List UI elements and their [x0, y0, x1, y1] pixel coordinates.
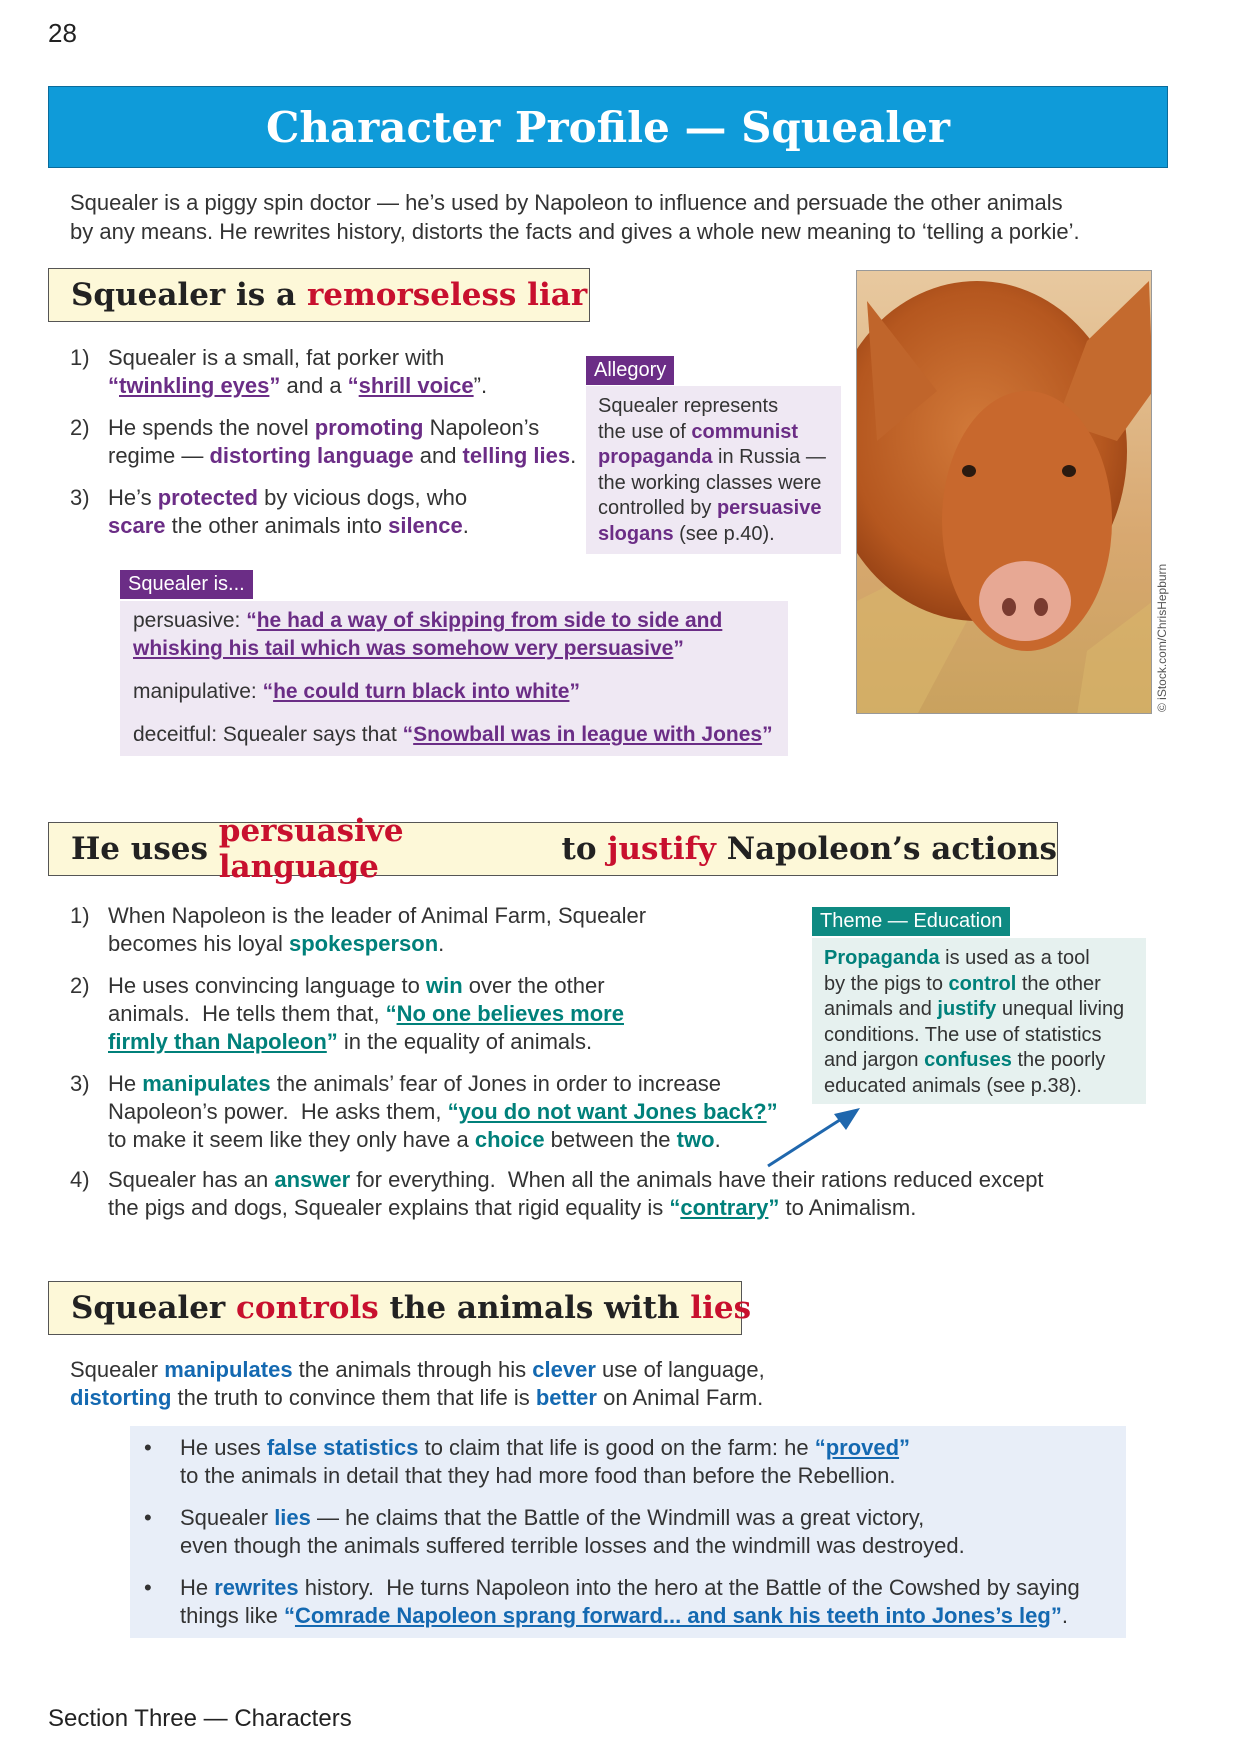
list-item: 2) He spends the novel promoting Napoleon’s regime — distorting language and telling lies.	[70, 415, 577, 468]
quote-link: shrill voice	[358, 373, 474, 398]
theme-box: Propaganda is used as a tool by the pigs to control the other animals and justify unequal living conditions. The use of statistics and jargon confuses the poorly educated animals (see p.38).	[812, 938, 1146, 1104]
section-heading-liar	[48, 268, 590, 322]
theme-tag: Theme — Education	[812, 907, 1010, 936]
section-heading-persuasive: He uses persuasive language to justify Napoleon’s actions	[48, 822, 1058, 876]
quote-link: contrary	[680, 1195, 769, 1220]
quote-link: you do not want Jones back?	[458, 1099, 767, 1124]
persuasive-points-list	[70, 902, 790, 1168]
quote-link: twinkling eyes	[119, 373, 270, 398]
list-item: 2) He uses convincing language to win over the other animals. He tells them that, “No one believes more firmly than Napoleon” in the equality of animals.	[70, 973, 624, 1054]
list-item: • Squealer lies — he claims that the Battle of the Windmill was a great victory, even though the animals suffered terrible losses and the windmill was destroyed.	[144, 1505, 965, 1558]
quote-link: Snowball was in league with Jones	[413, 723, 763, 746]
squealer-is-box: persuasive: “he had a way of skipping from side to side and whisking his tail which was somehow very persuasive” manipulative: “he could turn black into white” deceitful: Squealer says that “Snowball was in league with Jones”	[120, 601, 788, 756]
controls-bullets	[130, 1426, 1126, 1638]
controls-intro: Squealer manipulates the animals through his clever use of language, distorting the truth to convince them that life is better on Animal Farm.	[70, 1357, 765, 1410]
bullet-icon: •	[144, 1435, 152, 1460]
quote-link: firmly than Napoleon	[108, 1029, 327, 1054]
allegory-box: Squealer represents the use of communist propaganda in Russia — the working classes were controlled by persuasive slogans (see p.40).	[586, 386, 841, 554]
squealer-is-tag: Squealer is...	[120, 570, 253, 599]
quote-link: No one believes more	[396, 1001, 624, 1026]
intro-line: Squealer is a piggy spin doctor — he’s used by Napoleon to influence and persuade the other animals	[70, 190, 1063, 215]
intro-line: by any means. He rewrites history, distorts the facts and gives a whole new meaning to ‘telling a porkie’.	[70, 219, 1080, 244]
quote-link: he could turn black into white	[273, 680, 570, 703]
pig-illustration	[857, 271, 1152, 714]
photo-credit: © iStock.com/ChrisHepburn	[1155, 563, 1169, 712]
quote-link: proved	[825, 1435, 900, 1460]
intro-paragraph	[70, 188, 1150, 246]
list-item: • He rewrites history. He turns Napoleon into the hero at the Battle of the Cowshed by saying things like “Comrade Napoleon sprang forward... and sank his teeth into Jones’s leg”.	[144, 1575, 1080, 1628]
list-item: 1) When Napoleon is the leader of Animal Farm, Squealer becomes his loyal spokesperson.	[70, 903, 647, 956]
list-item: 1) Squealer is a small, fat porker with “twinkling eyes” and a “shrill voice”.	[70, 345, 488, 398]
page-number: 28	[48, 18, 77, 48]
list-item: 4) Squealer has an answer for everything. When all the animals have their rations reduced except the pigs and dogs, Squealer explains that rigid equality is “contrary” to Animalism.	[70, 1167, 1044, 1220]
heading-highlight: remorseless liar	[306, 277, 588, 313]
page-title-banner	[48, 86, 1168, 168]
section-heading-controls: Squealer controls the animals with lies	[48, 1281, 742, 1335]
quote-link: Comrade Napoleon sprang forward... and sank his teeth into Jones’s leg	[294, 1603, 1051, 1628]
quote-link: whisking his tail which was somehow very persuasive	[133, 637, 674, 660]
liar-points-list	[70, 344, 590, 554]
page-title: Character Profile — Squealer	[265, 102, 951, 152]
section-footer: Section Three — Characters	[48, 1705, 352, 1732]
bullet-icon: •	[144, 1575, 152, 1600]
list-item: 3) He manipulates the animals’ fear of Jones in order to increase Napoleon’s power. He asks them, “you do not want Jones back?” to make it seem like they only have a choice between the two.	[70, 1071, 778, 1152]
list-item: 3) He’s protected by vicious dogs, who scare the other animals into silence.	[70, 485, 469, 538]
allegory-tag: Allegory	[586, 356, 674, 385]
quote-link: he had a way of skipping from side to side and	[256, 609, 723, 632]
list-item: • He uses false statistics to claim that life is good on the farm: he “proved” to the animals in detail that they had more food than before the Rebellion.	[144, 1435, 911, 1488]
heading-text: Squealer is a	[71, 277, 307, 313]
squealer-pig-photo	[856, 270, 1152, 714]
arrow-icon	[760, 1104, 870, 1174]
bullet-icon: •	[144, 1505, 152, 1530]
persuasive-point-4	[70, 1166, 1150, 1236]
